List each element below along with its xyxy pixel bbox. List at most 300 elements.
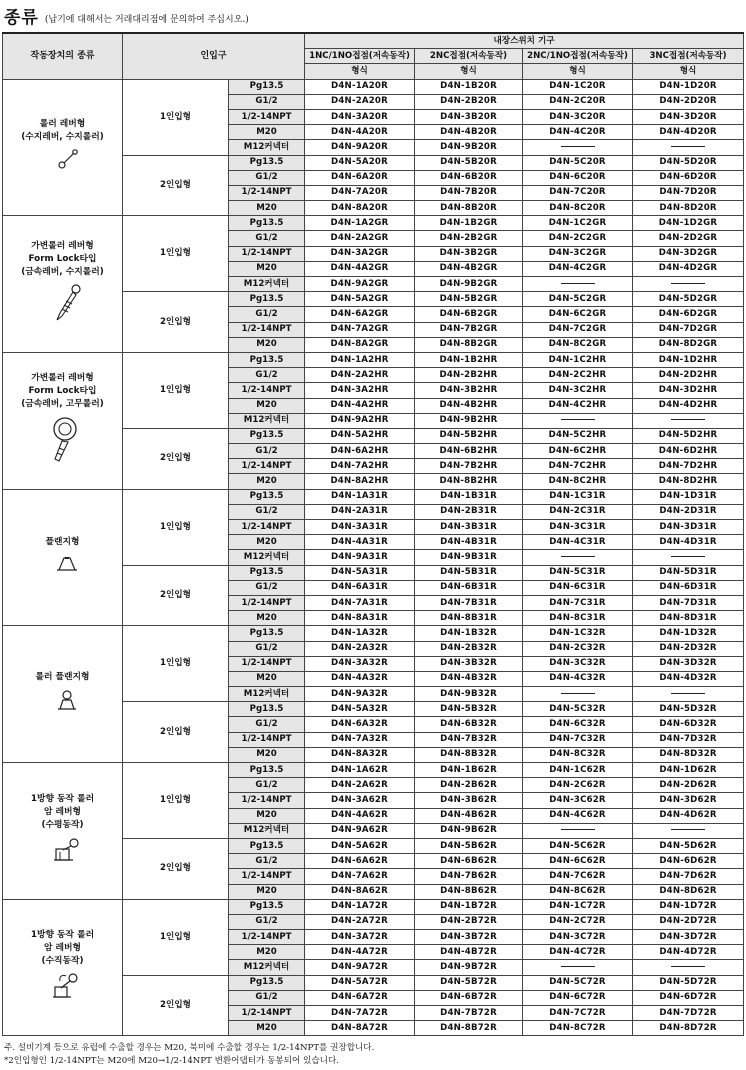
model-cell: D4N-4B32R xyxy=(415,671,523,686)
model-cell: D4N-1B72R xyxy=(415,899,523,914)
actuator-type-label: 암 레버형 xyxy=(43,942,82,953)
thread-cell: 1/2-14NPT xyxy=(229,656,305,671)
actuator-type-cell xyxy=(3,79,123,216)
col-switch-type-1: 1NC/1NO접점(저속동작) xyxy=(305,49,415,64)
model-cell: D4N-6C32R xyxy=(523,717,633,732)
actuator-type-cell xyxy=(3,626,123,763)
model-cell: D4N-4B2GR xyxy=(415,261,523,276)
model-cell: D4N-4A2GR xyxy=(305,261,415,276)
actuator-type-label: 암 레버형 xyxy=(43,806,82,817)
thread-cell: M20 xyxy=(229,125,305,140)
model-cell: D4N-5B31R xyxy=(415,565,523,580)
model-cell: D4N-5D72R xyxy=(633,975,744,990)
thread-cell: G1/2 xyxy=(229,94,305,109)
model-cell: D4N-3D2HR xyxy=(633,383,744,398)
model-cell: D4N-1D72R xyxy=(633,899,744,914)
model-cell: D4N-9A31R xyxy=(305,550,415,565)
model-cell: D4N-3C20R xyxy=(523,109,633,124)
col-model-label: 형식 xyxy=(633,64,744,79)
model-cell: D4N-2A32R xyxy=(305,641,415,656)
inlet-one-cell: 1인입형 xyxy=(123,626,229,702)
model-cell: D4N-8C2HR xyxy=(523,474,633,489)
thread-cell: M20 xyxy=(229,201,305,216)
model-cell: D4N-1C31R xyxy=(523,489,633,504)
model-cell: D4N-8C31R xyxy=(523,611,633,626)
model-cell: D4N-3A20R xyxy=(305,109,415,124)
model-cell: D4N-3C72R xyxy=(523,930,633,945)
col-inlet-header: 인입구 xyxy=(123,33,305,79)
thread-cell: M20 xyxy=(229,747,305,762)
thread-cell: 1/2-14NPT xyxy=(229,869,305,884)
model-cell: D4N-2D2HR xyxy=(633,368,744,383)
model-cell: D4N-8B20R xyxy=(415,201,523,216)
not-available-cell xyxy=(633,550,744,565)
model-cell: D4N-6B62R xyxy=(415,854,523,869)
table-row xyxy=(3,216,744,231)
dash-mark xyxy=(671,966,705,967)
thread-cell: Pg13.5 xyxy=(229,763,305,778)
model-cell: D4N-8D32R xyxy=(633,747,744,762)
thread-cell: Pg13.5 xyxy=(229,899,305,914)
model-cell: D4N-4A72R xyxy=(305,945,415,960)
thread-cell: M12커넥터 xyxy=(229,960,305,975)
actuator-type-cell xyxy=(3,489,123,626)
thread-cell: Pg13.5 xyxy=(229,489,305,504)
thread-cell: M12커넥터 xyxy=(229,687,305,702)
inlet-two-cell: 2인입형 xyxy=(123,292,229,353)
dash-mark xyxy=(671,419,705,420)
model-cell: D4N-8A62R xyxy=(305,884,415,899)
model-cell: D4N-7A32R xyxy=(305,732,415,747)
model-cell: D4N-7B2GR xyxy=(415,322,523,337)
dash-mark xyxy=(561,693,595,694)
not-available-cell xyxy=(523,140,633,155)
dash-mark xyxy=(671,146,705,147)
actuator-type-label: Form Lock타입 xyxy=(28,385,97,396)
model-cell: D4N-5D32R xyxy=(633,702,744,717)
thread-cell: M20 xyxy=(229,337,305,352)
model-cell: D4N-6B20R xyxy=(415,170,523,185)
actuator-type-label: (금속레버, 수지롤러) xyxy=(21,267,104,278)
not-available-cell xyxy=(633,960,744,975)
thread-cell: M20 xyxy=(229,474,305,489)
model-cell: D4N-1B20R xyxy=(415,79,523,94)
thread-cell: 1/2-14NPT xyxy=(229,595,305,610)
model-cell: D4N-7B2HR xyxy=(415,459,523,474)
model-cell: D4N-3A72R xyxy=(305,930,415,945)
thread-cell: M20 xyxy=(229,884,305,899)
model-cell: D4N-1A2HR xyxy=(305,352,415,367)
thread-cell: M20 xyxy=(229,1021,305,1036)
thread-cell: Pg13.5 xyxy=(229,626,305,641)
model-cell: D4N-3C2HR xyxy=(523,383,633,398)
model-cell: D4N-6B72R xyxy=(415,990,523,1005)
model-cell: D4N-2C32R xyxy=(523,641,633,656)
dash-mark xyxy=(561,146,595,147)
model-cell: D4N-5A2HR xyxy=(305,428,415,443)
model-cell: D4N-3B2HR xyxy=(415,383,523,398)
page-title: 종류 xyxy=(4,8,39,28)
model-cell: D4N-4C2HR xyxy=(523,398,633,413)
inlet-two-cell: 2인입형 xyxy=(123,975,229,1036)
model-cell: D4N-7A62R xyxy=(305,869,415,884)
thread-cell: G1/2 xyxy=(229,170,305,185)
actuator-type-label: 롤러 플랜지형 xyxy=(35,672,90,683)
table-row xyxy=(3,79,744,94)
model-cell: D4N-5D20R xyxy=(633,155,744,170)
model-cell: D4N-6A2GR xyxy=(305,307,415,322)
model-cell: D4N-2A2HR xyxy=(305,368,415,383)
not-available-cell xyxy=(633,140,744,155)
inlet-two-cell: 2인입형 xyxy=(123,702,229,763)
dash-mark xyxy=(561,419,595,420)
thread-cell: G1/2 xyxy=(229,854,305,869)
one-way-roller-arm-horizontal-icon xyxy=(11,836,122,869)
thread-cell: 1/2-14NPT xyxy=(229,732,305,747)
model-cell: D4N-1B62R xyxy=(415,763,523,778)
model-cell: D4N-7D32R xyxy=(633,732,744,747)
dash-mark xyxy=(671,283,705,284)
model-cell: D4N-6A31R xyxy=(305,580,415,595)
model-cell: D4N-6D32R xyxy=(633,717,744,732)
model-cell: D4N-9B72R xyxy=(415,960,523,975)
model-cell: D4N-5B20R xyxy=(415,155,523,170)
model-cell: D4N-5C20R xyxy=(523,155,633,170)
model-cell: D4N-7C32R xyxy=(523,732,633,747)
model-cell: D4N-2D72R xyxy=(633,914,744,929)
actuator-type-label: (수평동작) xyxy=(41,819,84,830)
not-available-cell xyxy=(633,687,744,702)
model-cell: D4N-7C72R xyxy=(523,1006,633,1021)
thread-cell: M20 xyxy=(229,945,305,960)
model-cell: D4N-3D2GR xyxy=(633,246,744,261)
table-body xyxy=(3,79,744,1036)
thread-cell: M12커넥터 xyxy=(229,550,305,565)
footnote-1: 주. 설비기계 등으로 유럽에 수출할 경우는 M20, 북미에 수출할 경우는 1/2-14NPT를 권장합니다. xyxy=(4,1043,375,1053)
model-cell: D4N-2D2GR xyxy=(633,231,744,246)
model-cell: D4N-4B20R xyxy=(415,125,523,140)
model-cell: D4N-5D2GR xyxy=(633,292,744,307)
model-cell: D4N-6C31R xyxy=(523,580,633,595)
thread-cell: Pg13.5 xyxy=(229,975,305,990)
not-available-cell xyxy=(523,277,633,292)
model-cell: D4N-3A2HR xyxy=(305,383,415,398)
model-cell: D4N-2B2HR xyxy=(415,368,523,383)
model-cell: D4N-5B62R xyxy=(415,838,523,853)
model-cell: D4N-6D2GR xyxy=(633,307,744,322)
model-cell: D4N-8C32R xyxy=(523,747,633,762)
model-cell: D4N-1A62R xyxy=(305,763,415,778)
model-cell: D4N-9B2HR xyxy=(415,413,523,428)
model-cell: D4N-7A20R xyxy=(305,185,415,200)
model-cell: D4N-3B62R xyxy=(415,793,523,808)
model-cell: D4N-1C2HR xyxy=(523,352,633,367)
model-cell: D4N-9A32R xyxy=(305,687,415,702)
model-cell: D4N-1A32R xyxy=(305,626,415,641)
model-cell: D4N-7B31R xyxy=(415,595,523,610)
model-cell: D4N-1B32R xyxy=(415,626,523,641)
model-cell: D4N-5C2GR xyxy=(523,292,633,307)
model-cell: D4N-7C62R xyxy=(523,869,633,884)
dash-mark xyxy=(561,966,595,967)
model-cell: D4N-9B62R xyxy=(415,823,523,838)
thread-cell: Pg13.5 xyxy=(229,702,305,717)
inlet-one-cell: 1인입형 xyxy=(123,216,229,292)
model-cell: D4N-7D2HR xyxy=(633,459,744,474)
thread-cell: Pg13.5 xyxy=(229,155,305,170)
model-cell: D4N-5D62R xyxy=(633,838,744,853)
thread-cell: Pg13.5 xyxy=(229,428,305,443)
model-cell: D4N-3B72R xyxy=(415,930,523,945)
model-table xyxy=(2,32,744,1036)
inlet-two-cell: 2인입형 xyxy=(123,565,229,626)
model-cell: D4N-6D72R xyxy=(633,990,744,1005)
dash-mark xyxy=(561,829,595,830)
model-cell: D4N-7D2GR xyxy=(633,322,744,337)
col-switch-type-4: 3NC접점(저속동작) xyxy=(633,49,744,64)
model-cell: D4N-2C31R xyxy=(523,504,633,519)
model-cell: D4N-7D31R xyxy=(633,595,744,610)
model-cell: D4N-8D62R xyxy=(633,884,744,899)
thread-cell: 1/2-14NPT xyxy=(229,109,305,124)
actuator-type-cell xyxy=(3,763,123,900)
model-cell: D4N-9A2HR xyxy=(305,413,415,428)
model-cell: D4N-1D62R xyxy=(633,763,744,778)
thread-cell: Pg13.5 xyxy=(229,838,305,853)
thread-cell: G1/2 xyxy=(229,368,305,383)
thread-cell: G1/2 xyxy=(229,231,305,246)
model-cell: D4N-3A32R xyxy=(305,656,415,671)
model-cell: D4N-2A31R xyxy=(305,504,415,519)
model-cell: D4N-6B2HR xyxy=(415,444,523,459)
model-cell: D4N-4C32R xyxy=(523,671,633,686)
model-cell: D4N-4B2HR xyxy=(415,398,523,413)
col-model-label: 형식 xyxy=(523,64,633,79)
model-cell: D4N-2B62R xyxy=(415,778,523,793)
model-cell: D4N-6A32R xyxy=(305,717,415,732)
model-cell: D4N-2D32R xyxy=(633,641,744,656)
model-cell: D4N-2B2GR xyxy=(415,231,523,246)
model-cell: D4N-8B2HR xyxy=(415,474,523,489)
model-cell: D4N-6D2HR xyxy=(633,444,744,459)
model-cell: D4N-1C2GR xyxy=(523,216,633,231)
model-cell: D4N-4C72R xyxy=(523,945,633,960)
model-cell: D4N-1D2HR xyxy=(633,352,744,367)
thread-cell: G1/2 xyxy=(229,641,305,656)
footnotes xyxy=(4,1042,374,1068)
model-cell: D4N-8B62R xyxy=(415,884,523,899)
adjustable-roller-lever-rubber-icon xyxy=(11,415,122,470)
model-cell: D4N-8C62R xyxy=(523,884,633,899)
roller-lever-icon xyxy=(11,148,122,177)
model-cell: D4N-1A31R xyxy=(305,489,415,504)
model-cell: D4N-2A2GR xyxy=(305,231,415,246)
model-cell: D4N-5C62R xyxy=(523,838,633,853)
model-cell: D4N-7D20R xyxy=(633,185,744,200)
thread-cell: Pg13.5 xyxy=(229,216,305,231)
model-cell: D4N-4C20R xyxy=(523,125,633,140)
model-cell: D4N-1C32R xyxy=(523,626,633,641)
col-switch-group-header: 내장스위치 기구 xyxy=(305,33,744,49)
actuator-type-label: (수지레버, 수지롤러) xyxy=(21,131,104,142)
model-cell: D4N-7A31R xyxy=(305,595,415,610)
dash-mark xyxy=(671,829,705,830)
model-cell: D4N-5B72R xyxy=(415,975,523,990)
inlet-one-cell: 1인입형 xyxy=(123,763,229,839)
model-cell: D4N-9A20R xyxy=(305,140,415,155)
model-cell: D4N-3A2GR xyxy=(305,246,415,261)
model-cell: D4N-6A2HR xyxy=(305,444,415,459)
model-cell: D4N-6C72R xyxy=(523,990,633,1005)
model-cell: D4N-7D62R xyxy=(633,869,744,884)
model-cell: D4N-5D31R xyxy=(633,565,744,580)
table-row xyxy=(3,489,744,504)
actuator-type-label: 플랜지형 xyxy=(45,537,80,548)
model-cell: D4N-7B20R xyxy=(415,185,523,200)
model-cell: D4N-3B20R xyxy=(415,109,523,124)
model-cell: D4N-3D62R xyxy=(633,793,744,808)
model-cell: D4N-8B72R xyxy=(415,1021,523,1036)
one-way-roller-arm-vertical-icon xyxy=(11,972,122,1007)
thread-cell: G1/2 xyxy=(229,307,305,322)
actuator-type-cell xyxy=(3,352,123,489)
footnote-2: *2인입형인 1/2-14NPT는 M20에 M20→1/2-14NPT 변환어댑터가 동봉되어 있습니다. xyxy=(4,1056,339,1066)
model-cell: D4N-1D32R xyxy=(633,626,744,641)
model-cell: D4N-5A72R xyxy=(305,975,415,990)
inlet-two-cell: 2인입형 xyxy=(123,155,229,216)
thread-cell: M12커넥터 xyxy=(229,140,305,155)
model-cell: D4N-3D20R xyxy=(633,109,744,124)
model-cell: D4N-2B20R xyxy=(415,94,523,109)
model-cell: D4N-4C2GR xyxy=(523,261,633,276)
model-cell: D4N-4B31R xyxy=(415,535,523,550)
model-cell: D4N-6D31R xyxy=(633,580,744,595)
model-cell: D4N-8A20R xyxy=(305,201,415,216)
thread-cell: 1/2-14NPT xyxy=(229,185,305,200)
model-cell: D4N-5B32R xyxy=(415,702,523,717)
inlet-one-cell: 1인입형 xyxy=(123,352,229,428)
model-cell: D4N-1D2GR xyxy=(633,216,744,231)
model-cell: D4N-8D2GR xyxy=(633,337,744,352)
model-cell: D4N-2C20R xyxy=(523,94,633,109)
thread-cell: M20 xyxy=(229,261,305,276)
actuator-type-label: (수직동작) xyxy=(41,955,84,966)
actuator-type-label: 롤러 레버형 xyxy=(39,118,86,129)
model-cell: D4N-6A72R xyxy=(305,990,415,1005)
actuator-type-label: 가변롤러 레버형 xyxy=(31,241,94,252)
thread-cell: 1/2-14NPT xyxy=(229,459,305,474)
col-switch-type-3: 2NC/1NO접점(저속동작) xyxy=(523,49,633,64)
model-cell: D4N-8A31R xyxy=(305,611,415,626)
not-available-cell xyxy=(633,413,744,428)
model-cell: D4N-1B31R xyxy=(415,489,523,504)
thread-cell: 1/2-14NPT xyxy=(229,1006,305,1021)
model-cell: D4N-6A20R xyxy=(305,170,415,185)
model-cell: D4N-1C72R xyxy=(523,899,633,914)
model-cell: D4N-5C31R xyxy=(523,565,633,580)
thread-cell: G1/2 xyxy=(229,914,305,929)
model-cell: D4N-8D20R xyxy=(633,201,744,216)
model-cell: D4N-8D2HR xyxy=(633,474,744,489)
model-cell: D4N-4D2GR xyxy=(633,261,744,276)
model-cell: D4N-1D31R xyxy=(633,489,744,504)
actuator-type-cell xyxy=(3,899,123,1036)
model-cell: D4N-9B32R xyxy=(415,687,523,702)
model-cell: D4N-2C62R xyxy=(523,778,633,793)
not-available-cell xyxy=(523,823,633,838)
model-cell: D4N-3D32R xyxy=(633,656,744,671)
thread-cell: G1/2 xyxy=(229,717,305,732)
actuator-type-cell xyxy=(3,216,123,353)
model-cell: D4N-4C62R xyxy=(523,808,633,823)
model-cell: D4N-5C2HR xyxy=(523,428,633,443)
model-cell: D4N-2B31R xyxy=(415,504,523,519)
model-cell: D4N-4D72R xyxy=(633,945,744,960)
model-cell: D4N-8A2HR xyxy=(305,474,415,489)
model-cell: D4N-4B72R xyxy=(415,945,523,960)
thread-cell: M20 xyxy=(229,535,305,550)
thread-cell: 1/2-14NPT xyxy=(229,930,305,945)
model-cell: D4N-1A2GR xyxy=(305,216,415,231)
thread-cell: M20 xyxy=(229,611,305,626)
actuator-type-label: (금속레버, 고무롤러) xyxy=(21,398,104,409)
model-cell: D4N-5A20R xyxy=(305,155,415,170)
model-cell: D4N-2D62R xyxy=(633,778,744,793)
model-cell: D4N-9A72R xyxy=(305,960,415,975)
model-cell: D4N-8C72R xyxy=(523,1021,633,1036)
model-cell: D4N-5D2HR xyxy=(633,428,744,443)
model-cell: D4N-3B2GR xyxy=(415,246,523,261)
thread-cell: M20 xyxy=(229,671,305,686)
model-cell: D4N-4A31R xyxy=(305,535,415,550)
model-cell: D4N-6C62R xyxy=(523,854,633,869)
model-cell: D4N-9A62R xyxy=(305,823,415,838)
model-cell: D4N-5A2GR xyxy=(305,292,415,307)
model-cell: D4N-6B2GR xyxy=(415,307,523,322)
actuator-type-label: 1방향 동작 롤러 xyxy=(30,929,95,940)
model-cell: D4N-2B32R xyxy=(415,641,523,656)
model-cell: D4N-6D62R xyxy=(633,854,744,869)
thread-cell: 1/2-14NPT xyxy=(229,383,305,398)
model-cell: D4N-2A62R xyxy=(305,778,415,793)
model-cell: D4N-8C20R xyxy=(523,201,633,216)
model-cell: D4N-8A32R xyxy=(305,747,415,762)
model-cell: D4N-2A20R xyxy=(305,94,415,109)
thread-cell: Pg13.5 xyxy=(229,352,305,367)
model-cell: D4N-1A20R xyxy=(305,79,415,94)
model-cell: D4N-9B2GR xyxy=(415,277,523,292)
model-cell: D4N-3D72R xyxy=(633,930,744,945)
plunger-icon xyxy=(11,553,122,578)
model-cell: D4N-7C2HR xyxy=(523,459,633,474)
model-cell: D4N-2C72R xyxy=(523,914,633,929)
model-cell: D4N-5C72R xyxy=(523,975,633,990)
model-cell: D4N-3A31R xyxy=(305,520,415,535)
model-cell: D4N-8B32R xyxy=(415,747,523,762)
model-cell: D4N-4D32R xyxy=(633,671,744,686)
model-cell: D4N-8D72R xyxy=(633,1021,744,1036)
model-cell: D4N-7D72R xyxy=(633,1006,744,1021)
model-cell: D4N-7A72R xyxy=(305,1006,415,1021)
model-cell: D4N-2B72R xyxy=(415,914,523,929)
table-row xyxy=(3,899,744,914)
model-cell: D4N-8C2GR xyxy=(523,337,633,352)
model-cell: D4N-4D2HR xyxy=(633,398,744,413)
model-cell: D4N-6C2HR xyxy=(523,444,633,459)
model-cell: D4N-4D62R xyxy=(633,808,744,823)
model-cell: D4N-4A2HR xyxy=(305,398,415,413)
inlet-one-cell: 1인입형 xyxy=(123,899,229,975)
